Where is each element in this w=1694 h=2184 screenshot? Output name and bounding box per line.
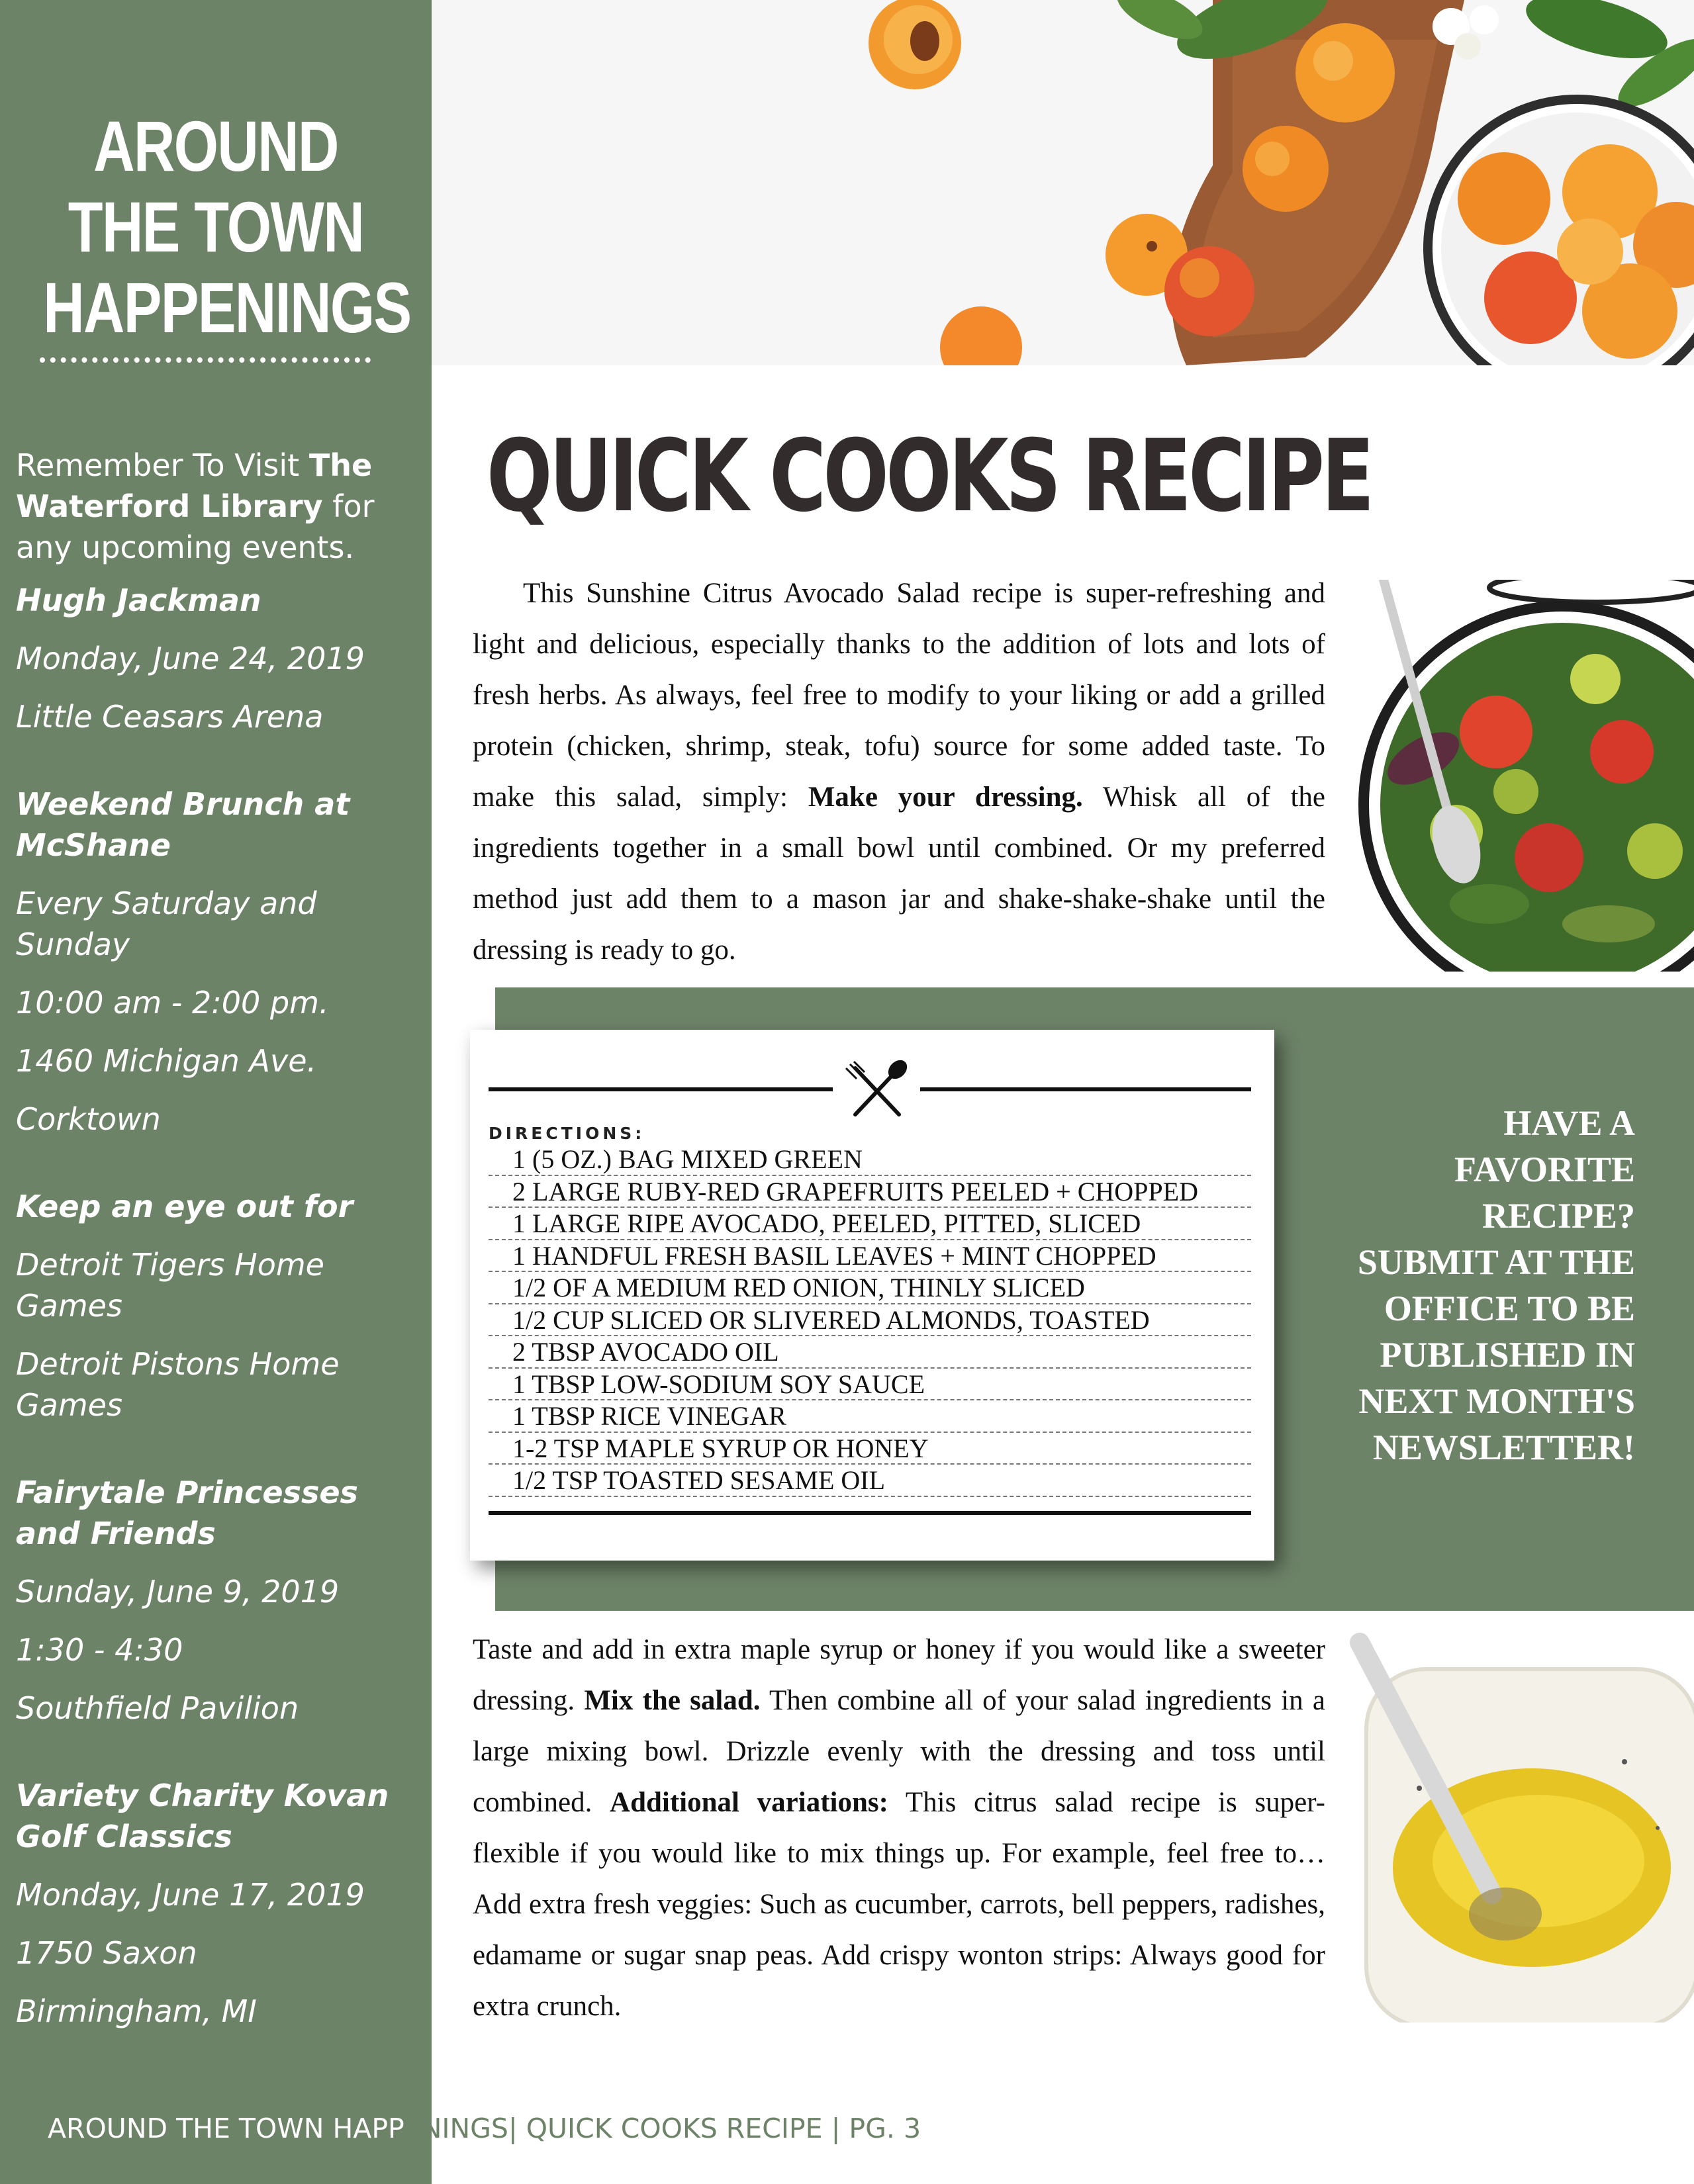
paragraph-text: Whisk all of the ingredients together in a small bowl until combined. Or my preferred method just add them to a mason jar and shake-shake-shake until the dressing is ready to go. <box>473 782 1325 966</box>
page-footer <box>48 2110 921 2147</box>
paragraph-text: This Sunshine Citrus Avocado Salad recipe is super-refreshing and light and delicious, especially thanks to the addition of lots and lots of fresh herbs. As always, feel free to modify to your liking or add a grilled protein (chicken, shrimp, steak, tofu) source for some added taste. To make this salad, simply: <box>473 578 1325 813</box>
ingredient-item: 2 LARGE RUBY-RED GRAPEFRUITS PEELED + CHOPPED <box>489 1176 1251 1208</box>
step-heading: Mix the salad. <box>584 1685 761 1716</box>
ingredient-item: 1/2 TSP TOASTED SESAME OIL <box>489 1465 1251 1497</box>
fork-and-spoon-icon <box>841 1060 914 1120</box>
paragraph-text: Then combine all of your salad ingredients in a large mixing bowl. Drizzle evenly with the dressing and toss until combined. <box>473 1685 1325 1818</box>
event-detail: 1:30 - 4:30 <box>16 1632 183 1668</box>
recipe-card <box>470 1030 1274 1561</box>
step-heading: Make your dressing. <box>808 782 1083 813</box>
event-detail: 1460 Michigan Ave. <box>16 1043 317 1079</box>
callout-line: FAVORITE <box>1454 1150 1635 1189</box>
salad-bowl-photo <box>1344 580 1694 972</box>
event-detail: Detroit Tigers Home Games <box>16 1247 324 1324</box>
card-rule <box>920 1087 1251 1091</box>
event-detail: Little Ceasars Arena <box>16 699 324 735</box>
ingredient-item: 1-2 TSP MAPLE SYRUP OR HONEY <box>489 1433 1251 1465</box>
callout-line: OFFICE TO BE <box>1384 1289 1635 1328</box>
fruit-illustration <box>432 0 1694 365</box>
event-title: Variety Charity Kovan Golf Classics <box>16 1778 389 1854</box>
recipe-intro-paragraph <box>473 568 1325 976</box>
sidebar <box>0 0 432 2184</box>
event-title: Hugh Jackman <box>16 582 261 618</box>
event-detail: 10:00 am - 2:00 pm. <box>16 985 329 1021</box>
event-detail: Southfield Pavilion <box>16 1690 299 1726</box>
event-title: Keep an eye out for <box>16 1189 353 1224</box>
ingredient-list <box>489 1144 1251 1497</box>
ingredient-item: 2 TBSP AVOCADO OIL <box>489 1336 1251 1369</box>
ingredient-item: 1/2 OF A MEDIUM RED ONION, THINLY SLICED <box>489 1272 1251 1304</box>
card-rule <box>489 1511 1251 1515</box>
event-detail: Detroit Pistons Home Games <box>16 1346 340 1423</box>
callout-line: PUBLISHED IN <box>1380 1335 1635 1375</box>
submit-recipe-callout <box>1317 1100 1635 1471</box>
step-heading: Additional variations: <box>610 1787 888 1818</box>
paragraph <box>473 1624 1325 2032</box>
event-title: Weekend Brunch at McShane <box>16 786 350 863</box>
directions-label: DIRECTIONS: <box>489 1124 645 1143</box>
event-list <box>16 445 420 2032</box>
masthead <box>43 106 411 348</box>
masthead-line: HAPPENINGS <box>43 267 411 347</box>
paragraph-text: This citrus salad recipe is super-flexible if you would like to mix things up. For example, feel free to… Add extra fresh veggies: Such as cucumber, carrots, bell peppers, radishes, edamame or sugar snap peas. Add crispy wonton strips: Always good for extra crunch. <box>473 1787 1325 2022</box>
masthead-line: THE TOWN <box>68 187 364 267</box>
event-detail: Birmingham, MI <box>16 1993 257 2029</box>
masthead-line: AROUND <box>93 106 338 186</box>
dotted-divider <box>40 357 371 363</box>
recipe-followup-paragraph <box>473 1624 1325 2032</box>
callout-line: NEWSLETTER! <box>1372 1428 1635 1467</box>
callout-line: RECIPE? <box>1482 1196 1635 1236</box>
card-rule <box>489 1087 833 1091</box>
event-title: Fairytale Princesses and Friends <box>16 1475 358 1551</box>
event-detail: Corktown <box>16 1101 161 1137</box>
footer-text: ENINGS| QUICK COOKS RECIPE | PG. 3 <box>404 2113 921 2144</box>
callout-line: NEXT MONTH'S <box>1358 1381 1635 1421</box>
event-detail: Sunday, June 9, 2019 <box>16 1574 340 1610</box>
paragraph <box>473 568 1325 976</box>
event-detail: 1750 Saxon <box>16 1935 197 1971</box>
reminder-text: Remember To Visit <box>16 447 309 483</box>
ingredient-item: 1 HANDFUL FRESH BASIL LEAVES + MINT CHOPPED <box>489 1240 1251 1273</box>
reminder-text: for any upcoming events. <box>16 488 375 565</box>
library-name: The Waterford Library <box>16 447 373 524</box>
ingredient-item: 1 TBSP LOW-SODIUM SOY SAUCE <box>489 1369 1251 1401</box>
footer-text: AROUND THE TOWN HAPP <box>48 2113 404 2144</box>
callout-line: SUBMIT AT THE <box>1357 1242 1635 1282</box>
callout-line: HAVE A <box>1503 1103 1635 1143</box>
salad-illustration <box>1344 580 1694 972</box>
dressing-illustration <box>1340 1629 1694 2023</box>
event-detail: Every Saturday and Sunday <box>16 886 317 962</box>
hero-fruit-photo <box>432 0 1694 365</box>
paragraph-text: Taste and add in extra maple syrup or honey if you would like a sweeter dressing. <box>473 1634 1325 1716</box>
library-reminder <box>16 445 420 568</box>
page-title: QUICK COOKS RECIPE <box>487 419 1372 534</box>
ingredient-item: 1 TBSP RICE VINEGAR <box>489 1400 1251 1433</box>
dressing-jar-photo <box>1340 1629 1694 2023</box>
ingredient-item: 1 (5 OZ.) BAG MIXED GREEN <box>489 1144 1251 1176</box>
event-detail: Monday, June 17, 2019 <box>16 1877 365 1913</box>
ingredient-item: 1 LARGE RIPE AVOCADO, PEELED, PITTED, SLICED <box>489 1208 1251 1240</box>
ingredient-item: 1/2 CUP SLICED OR SLIVERED ALMONDS, TOASTED <box>489 1304 1251 1337</box>
event-detail: Monday, June 24, 2019 <box>16 641 365 676</box>
